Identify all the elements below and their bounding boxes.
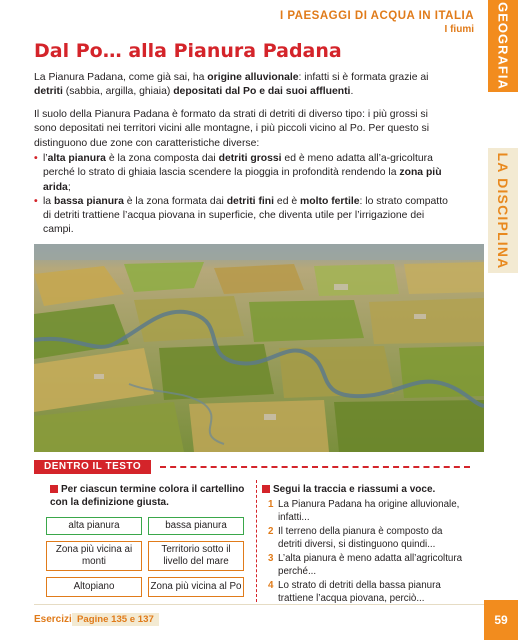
- definition-card-sotto-mare[interactable]: Territorio sotto il livello del mare: [148, 541, 244, 571]
- flag-icon: [262, 485, 270, 493]
- exercise-instruction-left: Per ciascun termine colora il cartellino con la definizione giusta.: [50, 484, 245, 508]
- dentro-il-testo-label: DENTRO IL TESTO: [34, 460, 151, 474]
- tab-disciplina-label: LA DISCIPLINA: [495, 152, 511, 269]
- tab-la-disciplina[interactable]: [488, 148, 518, 273]
- section-divider: [160, 466, 470, 468]
- list-item-bassa-pianura: • la bassa pianura è la zona formata dai detriti fini ed è molto fertile: lo strato compatto di detriti trattiene l’acqua piovana in superficie, che diventa utile per l’irrigazione dei campi.: [34, 195, 454, 238]
- flag-icon: [50, 485, 58, 493]
- section-title: I PAESAGGI DI ACQUA IN ITALIA: [279, 10, 474, 22]
- page-number: 59: [484, 600, 518, 640]
- summary-steps-list: [268, 498, 468, 606]
- definition-card-vicina-monti[interactable]: Zona più vicina ai monti: [46, 541, 142, 571]
- intro-paragraph: La Pianura Padana, come già sai, ha origine alluvionale: infatti si è formata grazie ai detriti (sabbia, argilla, ghiaia) depositati dal Po e dai suoi affluenti.: [34, 72, 429, 98]
- list-item-alta-pianura: • l’alta pianura è la zona composta dai detriti grossi ed è meno adatta all’a-gricoltura perché lo strato di ghiaia lascia scendere la pioggia in profondità rendendo la zona più arida;: [34, 152, 454, 195]
- tab-geografia-label: GEOGRAFIA: [495, 2, 511, 90]
- zones-list: [34, 152, 454, 238]
- aerial-photo-pianura-padana: [34, 244, 484, 452]
- soil-paragraph: Il suolo della Pianura Padana è formato da strati di detriti di diverso tipo: i più grossi si sono depositati nei territori vicini alle montagne, i più piccoli vicino al Po. Per questo si distinguono due zone con caratteristiche diverse:: [34, 109, 430, 149]
- list-item: 3 L’alta pianura è meno adatta all’agricoltura perché...: [268, 553, 463, 577]
- term-card-bassa-pianura[interactable]: bassa pianura: [148, 517, 244, 535]
- subsection-title: I fiumi: [444, 24, 474, 35]
- exercises-label: Esercizi: [34, 614, 72, 625]
- list-item: 2 Il terreno della pianura è composto da detriti diversi, si distinguono quindi...: [268, 526, 443, 550]
- footer-divider: [34, 604, 486, 605]
- term-card-alta-pianura[interactable]: alta pianura: [46, 517, 142, 535]
- column-divider: [256, 480, 257, 602]
- page-title: Dal Po… alla Pianura Padana: [34, 40, 342, 62]
- tab-geografia[interactable]: [488, 0, 518, 92]
- definition-card-vicina-po[interactable]: Zona più vicina al Po: [148, 577, 244, 597]
- definition-card-altopiano[interactable]: Altopiano: [46, 577, 142, 597]
- list-item: 1 La Pianura Padana ha origine alluvionale, infatti...: [268, 499, 460, 523]
- exercises-pages-link[interactable]: Pagine 135 e 137: [72, 613, 159, 626]
- exercise-instruction-right: Segui la traccia e riassumi a voce.: [262, 483, 462, 496]
- list-item: 4 Lo strato di detriti della bassa pianura trattiene l’acqua piovana, perciò...: [268, 580, 441, 604]
